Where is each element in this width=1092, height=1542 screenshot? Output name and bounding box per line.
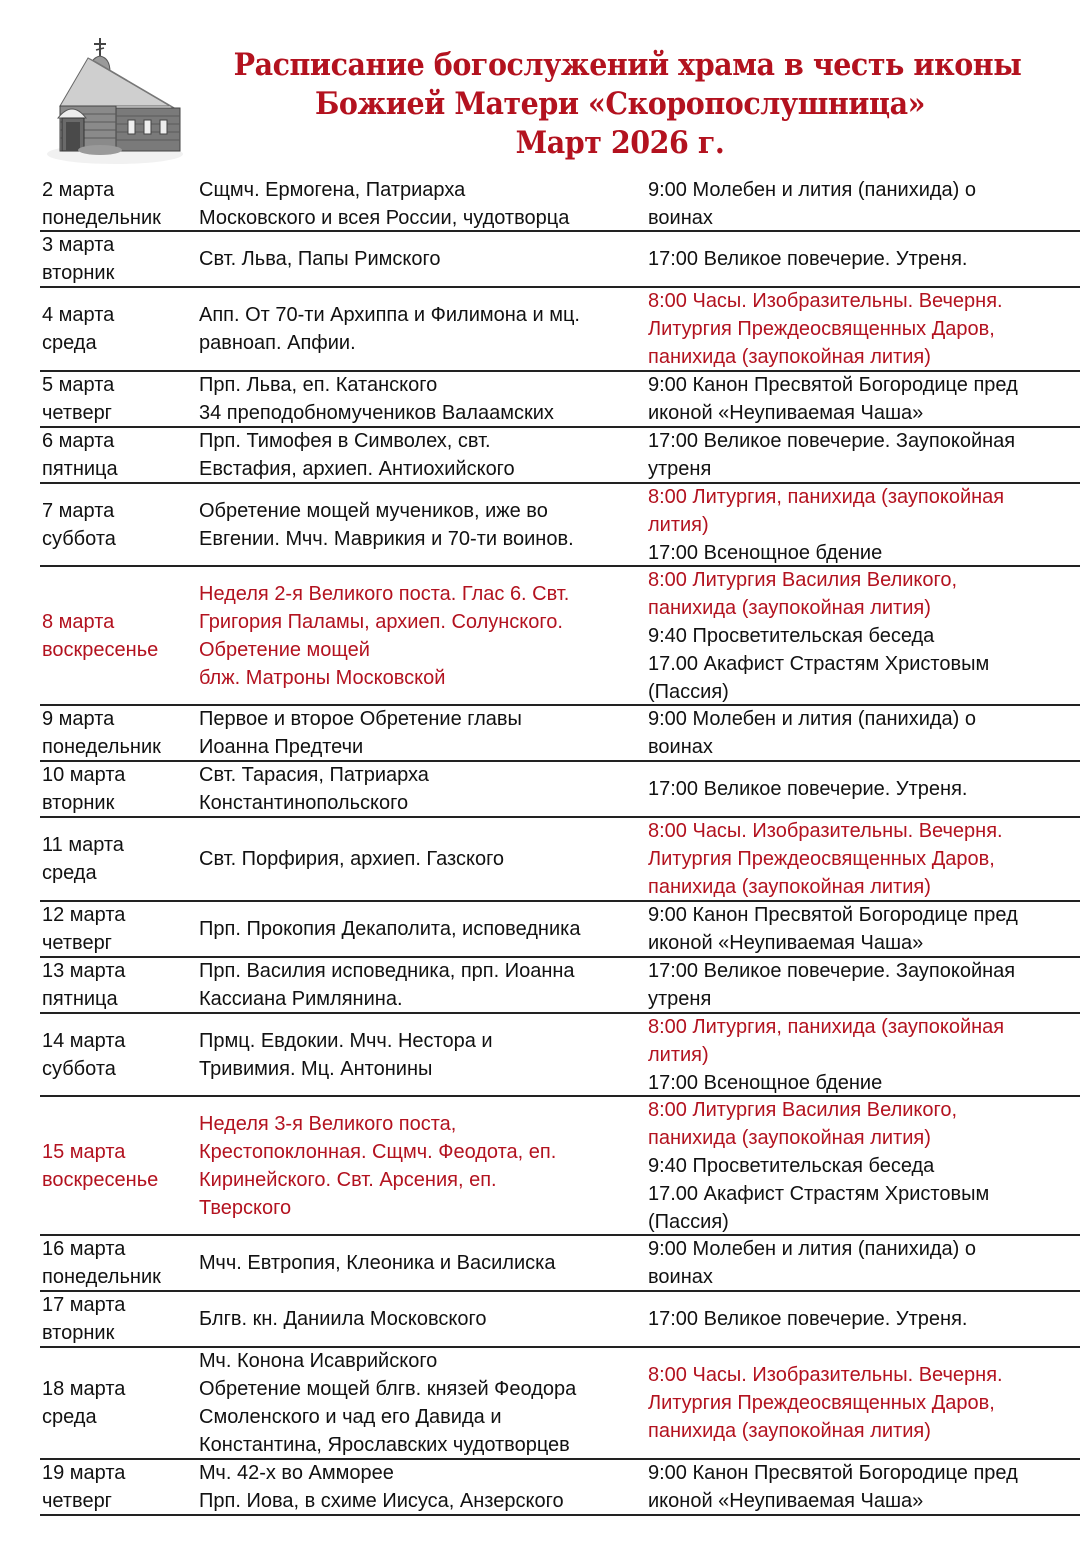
service-line: панихида (заупокойная лития) [648,876,931,898]
commemoration-cell [197,705,648,761]
table-row [40,1014,1080,1097]
date: 15 марта [42,1140,126,1163]
table-row [40,567,1080,706]
table-row [40,1460,1080,1516]
commemoration-line: Прп. Василия исповедника, прп. Иоанна [199,960,575,982]
commemoration-line: Прмц. Евдокии. Мчч. Нестора и [199,1029,493,1052]
service-line: 9:00 Молебен и лития (панихида) о [648,1238,976,1260]
weekday: понедельник [42,1266,161,1288]
services-cell [648,775,1080,803]
services-cell [648,1096,1080,1236]
services-cell [648,705,1080,761]
weekday: четверг [42,402,112,424]
weekday: воскресенье [42,1168,159,1191]
table-row [40,958,1080,1014]
commemoration-line: Мч. 42-х во Амморее [199,1462,394,1484]
date: 11 марта [42,834,124,856]
weekday: суббота [42,527,116,550]
commemoration-line: Крестопоклонная. Сщмч. Феодота, еп. [199,1140,557,1163]
commemoration-line: 34 преподобномучеников Валаамских [199,402,554,424]
date: 4 марта [42,304,115,326]
date-cell [40,705,197,761]
date-cell [40,901,197,957]
date: 7 марта [42,499,115,522]
table-row [40,1097,1080,1236]
commemoration-cell [197,371,648,427]
service-line: 8:00 Часы. Изобразительны. Вечерня. [648,1364,1003,1386]
date-cell [40,176,197,232]
service-line: 17.00 Акафист Страстям Христовым [648,652,990,675]
service-line: 8:00 Литургия, панихида (заупокойная [648,485,1005,508]
date: 3 марта [42,234,115,256]
services-cell [648,427,1080,483]
weekday: среда [42,862,97,884]
commemoration-line: Свт. Тарасия, Патриарха [199,764,429,786]
commemoration-line: Евгении. Мчч. Маврикия и 70-ти воинов. [199,527,574,550]
commemoration-line: Евстафия, архиеп. Антиохийского [199,458,515,480]
date-cell [40,1291,197,1347]
date-cell [40,1459,197,1515]
service-line: 9:00 Канон Пресвятой Богородице пред [648,1462,1018,1484]
table-row [40,178,1080,232]
commemoration-line: Смоленского и чад его Давида и [199,1406,502,1428]
commemoration-line: равноап. Апфии. [199,332,356,354]
commemoration-line: Киринейского. Свт. Арсения, еп. [199,1168,497,1191]
service-line: 17.00 Акафист Страстям Христовым [648,1182,990,1205]
commemoration-cell [197,1249,648,1277]
date: 6 марта [42,430,115,452]
table-row [40,288,1080,372]
service-line: 9:00 Молебен и лития (панихида) о [648,179,976,201]
page-title [233,46,1022,163]
date-cell [40,1027,197,1083]
header [0,0,1092,178]
commemoration-cell [197,1459,648,1515]
services-cell [648,371,1080,427]
service-line: лития) [648,1043,709,1066]
services-cell [648,817,1080,901]
commemoration-line: Кассиана Римлянина. [199,988,403,1010]
commemoration-cell [197,761,648,817]
date-cell [40,1375,197,1431]
commemoration-line: Прп. Льва, еп. Катанского [199,374,438,396]
date-cell [40,831,197,887]
service-line: 8:00 Литургия, панихида (заупокойная [648,1015,1005,1038]
date: 13 марта [42,960,126,982]
weekday: среда [42,1406,97,1428]
date-cell [40,957,197,1013]
service-line: 17:00 Великое повечерие. Утреня. [648,1308,968,1330]
commemoration-cell [197,915,648,943]
weekday: четверг [42,932,112,954]
date: 12 марта [42,904,126,926]
commemoration-cell [197,957,648,1013]
commemoration-cell [197,301,648,357]
commemoration-line: Обретение мощей [199,638,370,661]
service-line: иконой «Неупиваемая Чаша» [648,1490,924,1512]
services-cell [648,1459,1080,1515]
service-line: лития) [648,513,709,536]
service-line: панихида (заупокойная лития) [648,346,931,368]
date: 9 марта [42,708,115,730]
table-row [40,1236,1080,1292]
commemoration-line: Прп. Иова, в схиме Иисуса, Анзерского [199,1490,564,1512]
commemoration-line: Мчч. Евтропия, Клеоника и Василиска [199,1252,556,1274]
table-row [40,1348,1080,1460]
weekday: понедельник [42,736,161,758]
commemoration-line: Свт. Льва, Папы Римского [199,248,441,270]
weekday: вторник [42,262,115,284]
service-line: иконой «Неупиваемая Чаша» [648,932,924,954]
service-line: 17:00 Великое повечерие. Заупокойная [648,960,1016,982]
date: 2 марта [42,179,115,201]
commemoration-cell [197,176,648,232]
commemoration-line: Прп. Тимофея в Символех, свт. [199,430,491,452]
table-row [40,372,1080,428]
service-line: 9:40 Просветительская беседа [648,1154,935,1177]
service-line: 9:00 Молебен и лития (панихида) о [648,708,976,730]
commemoration-cell [197,427,648,483]
table-row [40,428,1080,484]
weekday: понедельник [42,207,161,229]
weekday: воскресенье [42,638,159,661]
date-cell [40,608,197,664]
table-row [40,232,1080,288]
services-cell [648,1013,1080,1097]
table-row [40,818,1080,902]
date: 18 марта [42,1378,126,1400]
service-line: 8:00 Часы. Изобразительны. Вечерня. [648,290,1003,312]
commemoration-cell [197,845,648,873]
weekday: пятница [42,458,118,480]
service-line: Литургия Преждеосвященных Даров, [648,848,995,870]
service-line: 8:00 Литургия Василия Великого, [648,1098,958,1121]
service-line: 8:00 Литургия Василия Великого, [648,568,958,591]
services-cell [648,1235,1080,1291]
services-cell [648,1305,1080,1333]
commemoration-cell [197,1305,648,1333]
commemoration-line: Обретение мощей мучеников, иже во [199,499,548,522]
date: 10 марта [42,764,126,786]
date-cell [40,1235,197,1291]
commemoration-line: Апп. От 70-ти Архиппа и Филимона и мц. [199,304,580,326]
date-cell [40,497,197,553]
commemoration-line: Первое и второе Обретение главы [199,708,522,730]
service-line: 17:00 Всенощное бдение [648,1071,883,1094]
service-line: 9:00 Канон Пресвятой Богородице пред [648,904,1018,926]
weekday: вторник [42,1322,115,1344]
title-line: Божией Матери «Скоропослушница» [314,86,925,122]
date-cell [40,231,197,287]
title-line: Март 2026 г. [515,125,725,161]
date-cell [40,761,197,817]
services-cell [648,957,1080,1013]
commemoration-line: Тверского [199,1196,292,1219]
service-line: 17:00 Великое повечерие. Утреня. [648,248,968,270]
service-line: 17:00 Всенощное бдение [648,541,883,564]
title-line: Расписание богослужений храма в честь иконы [233,47,1022,83]
table-row [40,706,1080,762]
service-line: воинах [648,1266,713,1288]
church-icon [40,36,190,166]
commemoration-line: Мч. Конона Исаврийского [199,1350,438,1372]
service-line: 9:40 Просветительская беседа [648,624,935,647]
commemoration-line: Московского и всея России, чудотворца [199,207,570,229]
service-line: панихида (заупокойная лития) [648,596,931,619]
date-cell [40,1138,197,1194]
service-line: 17:00 Великое повечерие. Заупокойная [648,430,1016,452]
commemoration-cell [197,1347,648,1459]
service-line: утреня [648,988,712,1010]
commemoration-cell [197,1110,648,1222]
service-line: 8:00 Часы. Изобразительны. Вечерня. [648,820,1003,842]
commemoration-cell [197,580,648,692]
commemoration-line: Неделя 3-я Великого поста, [199,1112,457,1135]
services-cell [648,901,1080,957]
commemoration-line: Константинопольского [199,792,409,814]
date: 16 марта [42,1238,126,1260]
commemoration-cell [197,1027,648,1083]
commemoration-line: Свт. Порфирия, архиеп. Газского [199,848,505,870]
service-line: утреня [648,458,712,480]
commemoration-cell [197,245,648,273]
services-cell [648,287,1080,371]
date: 8 марта [42,610,115,633]
services-cell [648,483,1080,567]
date-cell [40,301,197,357]
service-line: воинах [648,736,713,758]
service-line: панихида (заупокойная лития) [648,1420,931,1442]
weekday: пятница [42,988,118,1010]
commemoration-line: блж. Матроны Московской [199,666,446,689]
weekday: суббота [42,1057,116,1080]
commemoration-line: Сщмч. Ермогена, Патриарха [199,179,466,201]
commemoration-line: Тривимия. Мц. Антонины [199,1057,433,1080]
date: 5 марта [42,374,115,396]
table-row [40,762,1080,818]
commemoration-line: Иоанна Предтечи [199,736,364,758]
service-line: Литургия Преждеосвященных Даров, [648,1392,995,1414]
weekday: вторник [42,792,115,814]
services-cell [648,566,1080,706]
service-line: (Пассия) [648,680,729,703]
service-line: (Пассия) [648,1210,729,1233]
date: 14 марта [42,1029,126,1052]
service-line: 9:00 Канон Пресвятой Богородице пред [648,374,1018,396]
service-line: иконой «Неупиваемая Чаша» [648,402,924,424]
commemoration-line: Блгв. кн. Даниила Московского [199,1308,487,1330]
service-line: панихида (заупокойная лития) [648,1126,931,1149]
service-line: воинах [648,207,713,229]
table-row [40,902,1080,958]
service-line: 17:00 Великое повечерие. Утреня. [648,778,968,800]
commemoration-line: Неделя 2-я Великого поста. Глас 6. Свт. [199,582,570,605]
date-cell [40,371,197,427]
table-row [40,1292,1080,1348]
date-cell [40,427,197,483]
date: 17 марта [42,1294,126,1316]
schedule-table [40,178,1080,1516]
commemoration-cell [197,497,648,553]
commemoration-line: Григория Паламы, архиеп. Солунского. [199,610,563,633]
commemoration-line: Константина, Ярославских чудотворцев [199,1434,570,1456]
weekday: четверг [42,1490,112,1512]
date: 19 марта [42,1462,126,1484]
services-cell [648,176,1080,232]
weekday: среда [42,332,97,354]
commemoration-line: Прп. Прокопия Декаполита, исповедника [199,918,581,940]
services-cell [648,1361,1080,1445]
table-row [40,484,1080,567]
commemoration-line: Обретение мощей блгв. князей Феодора [199,1378,577,1400]
services-cell [648,245,1080,273]
service-line: Литургия Преждеосвященных Даров, [648,318,995,340]
